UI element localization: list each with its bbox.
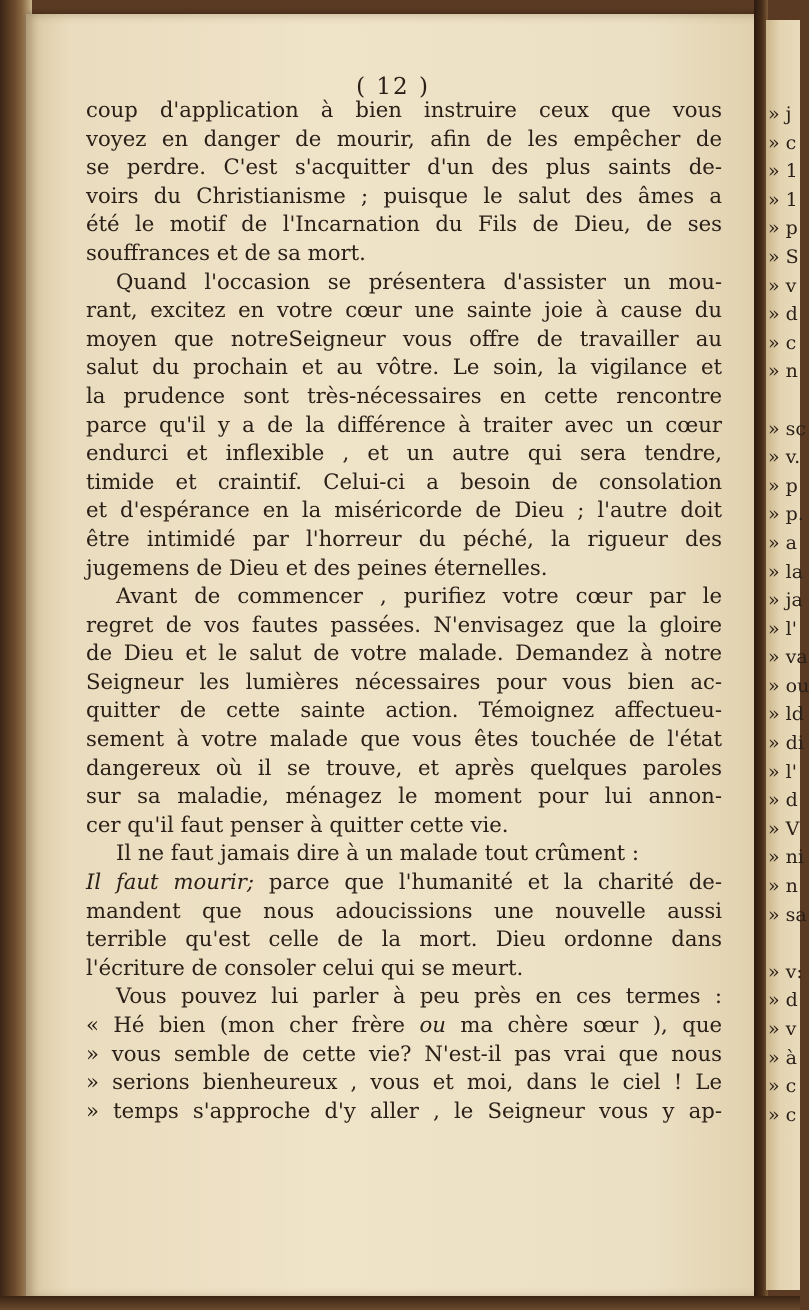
text-line: regret de vos fautes passées. N'envisagez que la gloire bbox=[86, 611, 722, 637]
text-line: voyez en danger de mourir, afin de les empêcher de bbox=[86, 125, 722, 151]
facing-page-fragment: » d bbox=[768, 303, 798, 326]
text-line: dangereux où il se trouve, et après quelques paroles bbox=[86, 754, 722, 780]
facing-page-fragment bbox=[768, 386, 800, 415]
text-line: souffrances et de sa mort. bbox=[86, 239, 366, 265]
text-line: quitter de cette sainte action. Témoignez affectueu- bbox=[86, 697, 722, 723]
facing-page-fragment: » d bbox=[768, 989, 798, 1012]
facing-page-fragment bbox=[768, 929, 800, 958]
facing-page-fragment: » di bbox=[768, 732, 804, 755]
text-line: mandent que nous adoucissions une nouvelle aussi bbox=[86, 897, 722, 923]
facing-page-fragment: » n bbox=[768, 360, 798, 383]
facing-page-fragment: » d bbox=[768, 789, 798, 812]
facing-page-fragment: » n bbox=[768, 875, 798, 898]
facing-page-fragment: » p bbox=[768, 474, 798, 497]
text-line: l'écriture de consoler celui qui se meurt. bbox=[86, 954, 524, 980]
text-line: » vous semble de cette vie? N'est-il pas vrai que nous bbox=[86, 1040, 722, 1066]
facing-page-fragment: » sc bbox=[768, 417, 807, 440]
italic-phrase: Il faut mourir; bbox=[86, 869, 255, 895]
facing-page-fragment: » a bbox=[768, 531, 797, 554]
facing-page-fragment: » S bbox=[768, 245, 799, 268]
text-line: jugemens de Dieu et des peines éternelles. bbox=[86, 554, 548, 580]
facing-page-fragment: » ld bbox=[768, 703, 804, 726]
text-line: » temps s'approche d'y aller , le Seigneur vous y ap- bbox=[86, 1097, 722, 1123]
facing-page-fragment: » ni bbox=[768, 846, 804, 869]
text-line: se perdre. C'est s'acquitter d'un des plus saints de- bbox=[86, 154, 722, 180]
text-line: moyen que notreSeigneur vous offre de travailler au bbox=[86, 325, 722, 351]
facing-page-fragment: » v: bbox=[768, 960, 803, 983]
facing-page-fragment: » v bbox=[768, 274, 797, 297]
facing-page-fragment: » p. bbox=[768, 503, 804, 526]
text-line: voirs du Christianisme ; puisque le salut des âmes a bbox=[86, 182, 722, 208]
facing-page-fragment: » va bbox=[768, 646, 808, 669]
facing-page-fragment: » j bbox=[768, 103, 792, 125]
text-line: Quand l'occasion se présentera d'assister un mou- bbox=[116, 268, 722, 294]
page-text bbox=[86, 96, 722, 1125]
text-line: salut du prochain et au vôtre. Le soin, la vigilance et bbox=[86, 354, 722, 380]
facing-page-fragment: » v. bbox=[768, 446, 801, 469]
text-line: « Hé bien (mon cher frère ou ma chère sœur ), que bbox=[86, 1012, 722, 1037]
facing-page-fragment: » 1 bbox=[768, 160, 798, 183]
text-line: terrible qu'est celle de la mort. Dieu ordonne dans bbox=[86, 926, 722, 952]
text-line: sur sa maladie, ménagez le moment pour lui annon- bbox=[86, 783, 722, 809]
facing-page-fragment: » V bbox=[768, 817, 800, 840]
page-number: ( 12 ) bbox=[356, 74, 430, 100]
text-line: été le motif de l'Incarnation du Fils de Dieu, de ses bbox=[86, 211, 722, 237]
text-line: la prudence sont très-nécessaires en cette rencontre bbox=[86, 382, 722, 408]
text-line: et d'espérance en la miséricorde de Dieu ; l'autre doit bbox=[86, 497, 722, 523]
text-line bbox=[86, 868, 722, 897]
text-line: cer qu'il faut penser à quitter cette vie. bbox=[86, 811, 509, 837]
text-segment: Il ne faut jamais dire à un malade tout crûment : bbox=[116, 840, 640, 866]
text-segment: parce que l'humanité et la charité de- bbox=[254, 869, 722, 895]
facing-page-fragment: » p bbox=[768, 217, 798, 240]
text-line: être intimidé par l'horreur du péché, la rigueur des bbox=[86, 525, 722, 551]
facing-page-fragment: » c bbox=[768, 331, 797, 354]
facing-page-fragment: » sa bbox=[768, 903, 807, 926]
facing-page-fragment: » ja bbox=[768, 589, 803, 612]
text-line: coup d'application à bien instruire ceux que vous bbox=[86, 97, 722, 122]
text-line: de Dieu et le salut de votre malade. Demandez à notre bbox=[86, 640, 722, 666]
facing-page-fragment: » 1 bbox=[768, 188, 798, 211]
text-line: Seigneur les lumières nécessaires pour vous bien ac- bbox=[86, 668, 722, 694]
text-line: Vous pouvez lui parler à peu près en ces termes : bbox=[116, 983, 722, 1009]
italic-word: ou bbox=[419, 1012, 446, 1037]
text-line: endurci et inflexible , et un autre qui sera tendre, bbox=[86, 440, 722, 466]
facing-page-fragment: » c bbox=[768, 1075, 797, 1098]
text-line: Avant de commencer , purifiez votre cœur par le bbox=[116, 583, 722, 609]
book-bottom-edge bbox=[0, 1296, 800, 1310]
text-line: rant, excitez en votre cœur une sainte joie à cause du bbox=[86, 297, 722, 323]
text-line bbox=[86, 839, 722, 868]
text-line: » serions bienheureux , vous et moi, dans le ciel ! Le bbox=[86, 1069, 722, 1095]
facing-page-fragment: » c bbox=[768, 1103, 797, 1126]
facing-page-fragment: » à bbox=[768, 1046, 797, 1069]
text-line: sement à votre malade que vous êtes touchée de l'état bbox=[86, 726, 722, 752]
text-line: parce qu'il y a de la différence à traiter avec un cœur bbox=[86, 411, 722, 437]
facing-page-fragment: » l' bbox=[768, 760, 797, 783]
facing-page-fragment: » la bbox=[768, 560, 804, 583]
facing-page-fragment: » ou bbox=[768, 674, 809, 697]
facing-page-fragment: » l' bbox=[768, 617, 797, 640]
facing-page-fragment: » c bbox=[768, 131, 797, 154]
facing-page-fragments bbox=[768, 100, 809, 1129]
text-line: timide et craintif. Celui-ci a besoin de consolation bbox=[86, 468, 722, 494]
facing-page-fragment: » v bbox=[768, 1018, 797, 1040]
